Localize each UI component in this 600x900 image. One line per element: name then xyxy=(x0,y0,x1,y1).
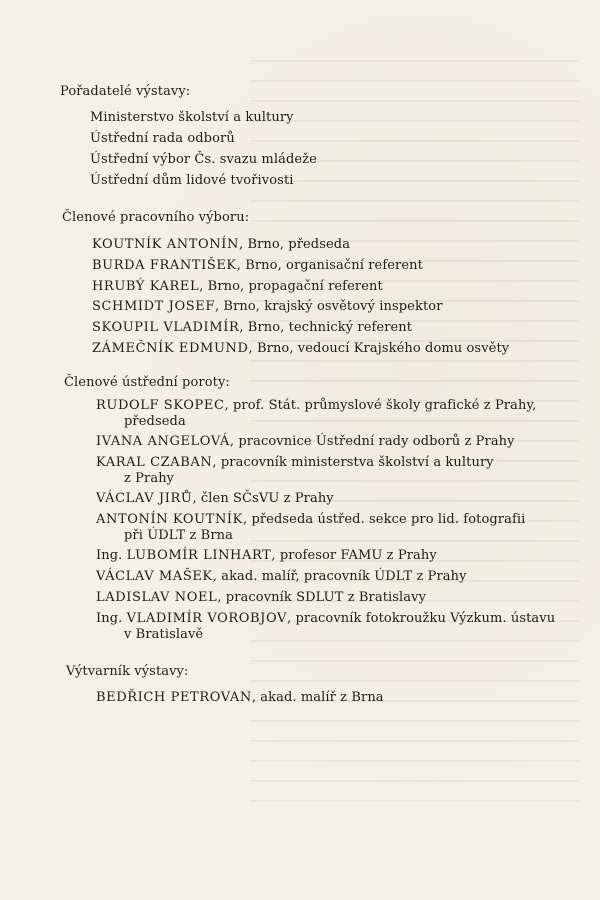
member-role: , pracovník ministerstva školství a kultury xyxy=(212,455,494,470)
member-role: , Brno, předseda xyxy=(238,237,351,252)
jury-member xyxy=(96,455,494,471)
jury-member xyxy=(96,548,437,564)
member-role: , akad. malíř z Brna xyxy=(251,690,384,705)
jury-member-continuation: z Prahy xyxy=(124,471,175,486)
member-role: , profesor FAMU z Prahy xyxy=(271,548,437,563)
member-name: ZÁMEČNÍK EDMUND xyxy=(92,341,249,356)
committee-member xyxy=(92,279,383,295)
jury-member xyxy=(96,491,334,507)
member-name: RUDOLF SKOPEC xyxy=(96,398,225,413)
member-name: BEDŘICH PETROVAN xyxy=(96,690,252,705)
jury-member-continuation: předseda xyxy=(124,414,186,429)
jury-member-continuation: v Bratislavě xyxy=(124,627,204,642)
jury-member xyxy=(96,512,525,528)
member-name: VÁCLAV MAŠEK xyxy=(96,569,213,584)
committee-member xyxy=(92,299,443,315)
committee-member xyxy=(92,320,412,336)
member-role: , Brno, organisační referent xyxy=(236,258,423,273)
member-name: LADISLAV NOEL xyxy=(96,590,218,605)
member-name: HRUBÝ KAREL xyxy=(92,279,200,294)
member-role: , Brno, krajský osvětový inspektor xyxy=(214,299,443,314)
member-name: KOUTNÍK ANTONÍN xyxy=(92,237,239,252)
member-name: ANTONÍN KOUTNÍK xyxy=(96,512,243,527)
organizer-item: Ministerstvo školství a kultury xyxy=(90,110,294,125)
jury-member xyxy=(96,398,536,414)
organizer-item: Ústřední rada odborů xyxy=(90,131,235,146)
jury-member xyxy=(96,569,467,585)
organizer-item: Ústřední výbor Čs. svazu mládeže xyxy=(90,152,317,167)
designer-member xyxy=(96,690,384,706)
member-role: , Brno, vedoucí Krajského domu osvěty xyxy=(248,341,510,356)
jury-member xyxy=(96,611,555,627)
member-name: KARAL CZABAN xyxy=(96,455,213,470)
jury-heading: Členové ústřední poroty: xyxy=(64,375,230,390)
member-name: SCHMIDT JOSEF xyxy=(92,299,215,314)
committee-heading: Členové pracovního výboru: xyxy=(62,210,250,225)
jury-member-continuation: při ÚDLT z Brna xyxy=(124,528,233,543)
committee-member xyxy=(92,237,350,253)
member-name: BURDA FRANTIŠEK xyxy=(92,258,237,273)
member-name: LUBOMÍR LINHART xyxy=(126,548,272,563)
member-role: , pracovník fotokroužku Výzkum. ústavu xyxy=(287,611,556,626)
member-name: SKOUPIL VLADIMÍR xyxy=(92,320,240,335)
member-name: VLADIMÍR VOROBJOV xyxy=(126,611,287,626)
organizer-item: Ústřední dům lidové tvořivosti xyxy=(90,173,294,188)
member-role: , pracovník SDLUT z Bratislavy xyxy=(217,590,427,605)
member-role: , akad. malíř, pracovník ÚDLT z Prahy xyxy=(212,569,467,584)
designer-heading: Výtvarník výstavy: xyxy=(66,664,189,679)
member-role: , Brno, technický referent xyxy=(239,320,413,335)
member-role: , člen SČsVU z Prahy xyxy=(192,491,334,506)
member-role: , předseda ústřed. sekce pro lid. fotografii xyxy=(242,512,526,527)
organizers-heading: Pořadatelé výstavy: xyxy=(60,84,191,99)
member-name: IVANA ANGELOVÁ xyxy=(96,434,230,449)
committee-member xyxy=(92,341,509,357)
jury-member xyxy=(96,590,426,606)
member-role: , prof. Stát. průmyslové školy grafické z Prahy, xyxy=(224,398,537,413)
committee-member xyxy=(92,258,423,274)
member-prefix: Ing. xyxy=(96,548,127,563)
member-prefix: Ing. xyxy=(96,611,127,626)
member-name: VÁCLAV JIRŮ xyxy=(96,491,193,506)
jury-member xyxy=(96,434,515,450)
member-role: , pracovnice Ústřední rady odborů z Prahy xyxy=(229,434,515,449)
member-role: , Brno, propagační referent xyxy=(199,279,383,294)
